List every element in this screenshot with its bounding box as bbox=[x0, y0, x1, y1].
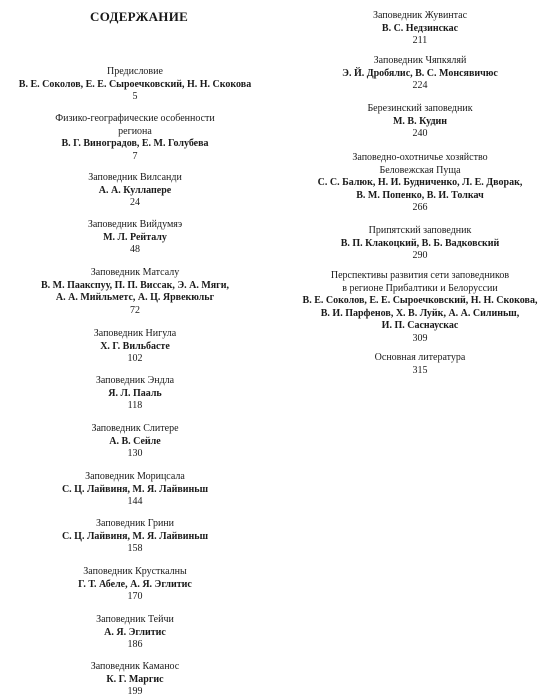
entry-page-number: 186 bbox=[127, 639, 143, 650]
entry-authors: Э. Й. Дробялис, В. С. Монсявичюс bbox=[342, 67, 498, 79]
entry-title: Заповедник Нигула bbox=[93, 328, 177, 339]
entry-authors: М. В. Кудин bbox=[392, 115, 448, 127]
entry-authors: В. Е. Соколов, Е. Е. Сыроечковский, Н. Н. Скокова, bbox=[302, 295, 538, 306]
toc-entry bbox=[0, 471, 270, 509]
entry-authors: В. И. Парфенов, Х. В. Луйк, А. А. Силиньш, bbox=[320, 307, 520, 319]
entry-page-number: 48 bbox=[130, 244, 140, 255]
entry-page-number: 170 bbox=[127, 591, 143, 602]
entry-page-number: 102 bbox=[127, 353, 143, 364]
entry-page-number: 199 bbox=[127, 686, 143, 697]
entry-title: Предисловие bbox=[107, 66, 163, 77]
entry-title: Заповедник Эндла bbox=[95, 375, 175, 386]
entry-authors: К. Г. Маргис bbox=[106, 673, 164, 685]
entry-authors: Х. Г. Вильбасте bbox=[100, 340, 170, 352]
entry-title: Припятский заповедник bbox=[368, 225, 472, 236]
entry-page-number: 5 bbox=[132, 91, 138, 102]
entry-title: Заповедник Вийдумяэ bbox=[87, 219, 183, 230]
entry-authors: В. П. Клакоцкий, В. Б. Вадковский bbox=[340, 237, 500, 249]
entry-page-number: 315 bbox=[412, 364, 428, 376]
toc-entry bbox=[0, 614, 270, 652]
entry-page-number: 266 bbox=[412, 202, 428, 213]
toc-entry bbox=[280, 103, 560, 141]
entry-title: Заповедник Жувинтас bbox=[372, 10, 468, 21]
entry-page-number: 158 bbox=[127, 543, 143, 554]
entry-authors: С. Ц. Лайвиня, М. Я. Лайвиньш bbox=[61, 530, 209, 542]
entry-title: региона bbox=[118, 125, 152, 137]
entry-title: Заповедно-охотничье хозяйство bbox=[352, 152, 488, 163]
toc-entry bbox=[0, 423, 270, 461]
entry-authors: Я. Л. Пааль bbox=[108, 387, 162, 399]
entry-authors: В. С. Недзинскас bbox=[381, 22, 459, 34]
entry-authors: И. П. Саснаускас bbox=[381, 320, 459, 331]
toc-entry bbox=[0, 219, 270, 257]
entry-authors: А. Я. Эглитис bbox=[104, 626, 166, 638]
entry-authors: В. Г. Виноградов, Е. М. Голубева bbox=[61, 138, 209, 149]
toc-entry bbox=[280, 10, 560, 48]
entry-title: Заповедник Грини bbox=[96, 518, 174, 529]
entry-authors: В. М. Попенко, В. И. Толкач bbox=[356, 189, 484, 201]
entry-title: Беловежская Пуща bbox=[379, 164, 461, 176]
entry-title: Березинский заповедник bbox=[367, 103, 473, 114]
toc-entry bbox=[0, 375, 270, 413]
toc-entry bbox=[0, 661, 270, 699]
entry-title: Заповедник Слитере bbox=[91, 423, 179, 434]
entry-authors: С. С. Балюк, Н. И. Будниченко, Л. Е. Дворак, bbox=[317, 177, 523, 188]
entry-title: Заповедник Матсалу bbox=[90, 267, 180, 278]
entry-page-number: 144 bbox=[127, 496, 143, 507]
toc-entry bbox=[0, 518, 270, 556]
toc-entry bbox=[280, 152, 560, 215]
entry-title: Заповедник Чяпкяляй bbox=[373, 55, 467, 66]
entry-authors: В. Е. Соколов, Е. Е. Сыроечковский, Н. Н. Скокова bbox=[18, 78, 252, 90]
entry-title: Заповедник Вилсанди bbox=[88, 172, 182, 183]
toc-entry bbox=[0, 566, 270, 604]
toc-entry bbox=[280, 352, 560, 377]
toc-entry bbox=[0, 113, 270, 163]
toc-entry bbox=[280, 270, 560, 345]
toc-entry bbox=[280, 55, 560, 93]
entry-page-number: 24 bbox=[130, 197, 140, 208]
entry-authors: С. Ц. Лайвиня, М. Я. Лайвиньш bbox=[61, 483, 209, 495]
entry-authors: В. М. Паакспуу, П. П. Виссак, Э. А. Мяги, bbox=[40, 279, 229, 291]
entry-title: Перспективы развития сети заповедников bbox=[330, 270, 510, 281]
toc-entry bbox=[0, 267, 270, 317]
entry-title: Заповедник Каманос bbox=[90, 661, 180, 672]
entry-page-number: 290 bbox=[412, 250, 428, 261]
entry-page-number: 72 bbox=[130, 304, 140, 316]
entry-authors: А. А. Мийльметс, А. Ц. Ярвекюльг bbox=[55, 292, 215, 303]
entry-authors: Г. Т. Абеле, А. Я. Эглитис bbox=[78, 578, 192, 590]
entry-title: Физико-географические особенности bbox=[55, 113, 215, 124]
entry-page-number: 240 bbox=[412, 128, 428, 139]
entry-title: Основная литература bbox=[374, 352, 466, 363]
toc-entry bbox=[0, 328, 270, 366]
toc-entry bbox=[0, 66, 270, 104]
entry-title: Заповедник Морицсала bbox=[85, 471, 185, 482]
page-title: СОДЕРЖАНИЕ bbox=[90, 9, 189, 24]
entry-title: в регионе Прибалтики и Белоруссии bbox=[342, 282, 498, 294]
entry-page-number: 224 bbox=[412, 80, 428, 91]
entry-page-number: 309 bbox=[412, 332, 428, 344]
entry-page-number: 7 bbox=[132, 150, 138, 162]
entry-title: Заповедник Крусткалны bbox=[83, 566, 187, 577]
entry-title: Заповедник Тейчи bbox=[96, 614, 174, 625]
toc-entry bbox=[0, 172, 270, 210]
toc-entry bbox=[280, 225, 560, 263]
entry-authors: А. А. Куллапере bbox=[98, 184, 172, 196]
entry-authors: М. Л. Рейталу bbox=[103, 231, 167, 243]
entry-page-number: 211 bbox=[412, 35, 428, 46]
entry-page-number: 118 bbox=[127, 400, 143, 411]
entry-page-number: 130 bbox=[127, 448, 143, 459]
entry-authors: А. В. Сейле bbox=[109, 435, 161, 447]
